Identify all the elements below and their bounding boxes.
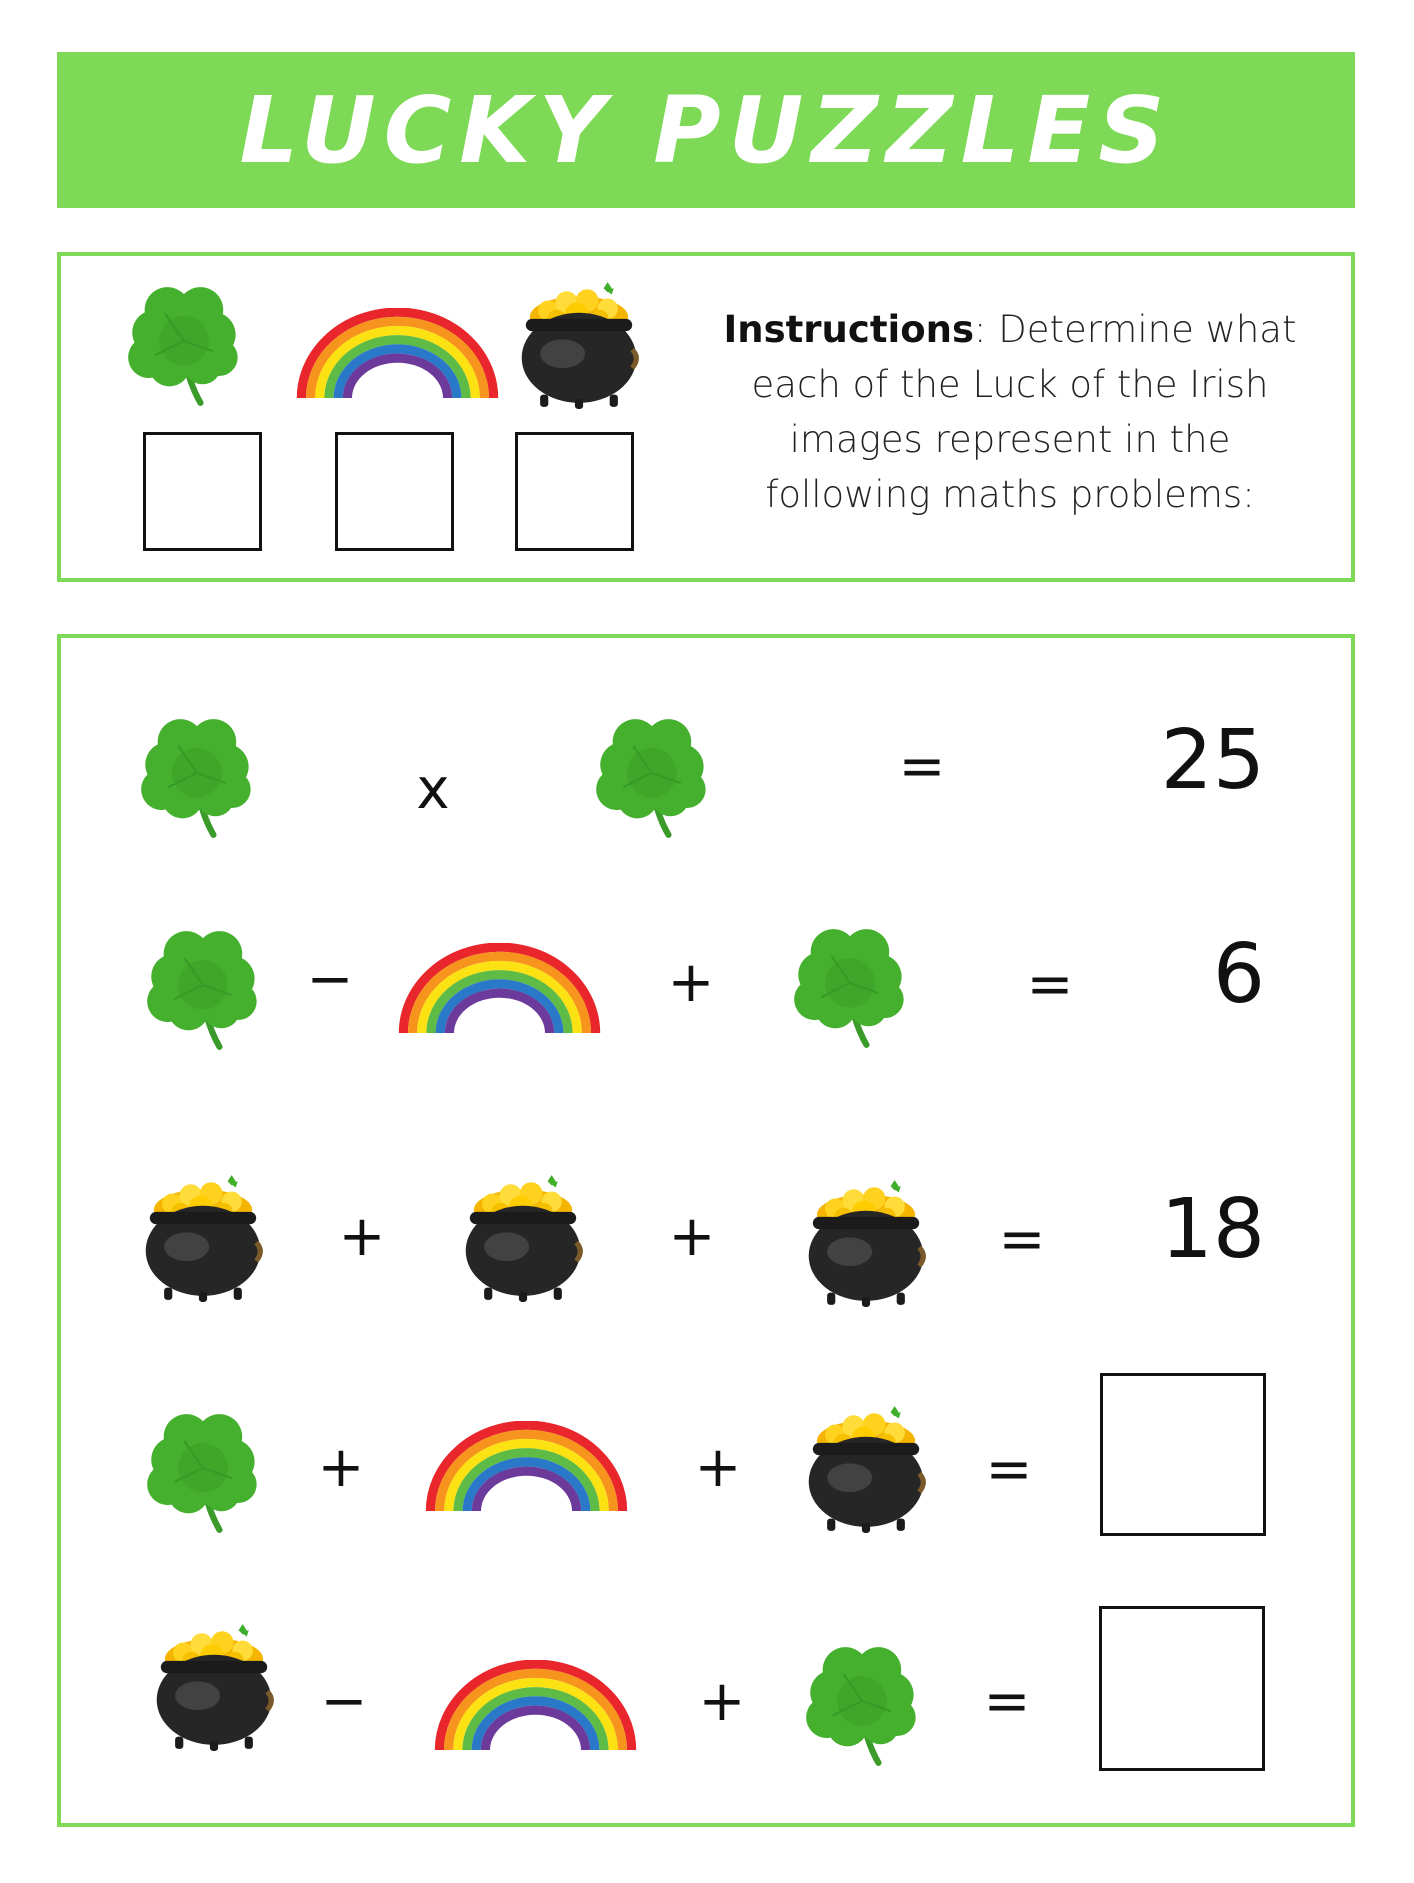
pot-of-gold-icon	[139, 1171, 267, 1304]
pot-of-gold-icon	[459, 1171, 587, 1304]
result-answer-box[interactable]	[1099, 1606, 1265, 1771]
instructions	[720, 302, 1300, 522]
shamrock-icon	[124, 283, 248, 407]
result-answer-box[interactable]	[1100, 1373, 1266, 1536]
shamrock-icon	[592, 715, 716, 839]
plus-sign: +	[698, 1669, 746, 1734]
equals-sign: =	[1026, 952, 1074, 1017]
shamrock-icon	[137, 715, 261, 839]
equals-sign: =	[898, 734, 946, 799]
minus-sign: −	[306, 947, 354, 1012]
shamrock-icon	[143, 1410, 267, 1534]
rainbow-icon	[397, 943, 602, 1035]
result-value: 25	[1160, 713, 1265, 808]
pot-of-gold-icon	[802, 1402, 930, 1535]
plus-sign: +	[317, 1435, 365, 1500]
plus-sign: +	[694, 1435, 742, 1500]
shamrock-answer-box[interactable]	[143, 432, 262, 551]
pot-of-gold-icon	[150, 1620, 278, 1753]
rainbow-answer-box[interactable]	[335, 432, 454, 551]
pot-of-gold-icon	[802, 1176, 930, 1309]
shamrock-icon	[143, 927, 267, 1051]
equals-sign: =	[983, 1669, 1031, 1734]
result-value: 18	[1160, 1182, 1265, 1277]
multiply-sign: x	[416, 757, 450, 822]
minus-sign: −	[320, 1669, 368, 1734]
pot-of-gold-icon	[515, 278, 643, 411]
plus-sign: +	[338, 1204, 386, 1269]
rainbow-icon	[424, 1421, 629, 1513]
plus-sign: +	[668, 1204, 716, 1269]
page-title: LUCKY PUZZLES	[239, 76, 1173, 184]
rainbow-icon	[433, 1660, 638, 1752]
shamrock-icon	[790, 925, 914, 1049]
instructions-label: Instructions	[723, 308, 974, 351]
result-value: 6	[1212, 927, 1265, 1022]
instructions-text: : Determine what each of the Luck of the Irish images represent in the following maths problems:	[751, 308, 1297, 516]
equals-sign: =	[985, 1437, 1033, 1502]
rainbow-icon	[295, 308, 500, 400]
title-banner	[57, 52, 1355, 208]
pot-answer-box[interactable]	[515, 432, 634, 551]
plus-sign: +	[667, 950, 715, 1015]
equals-sign: =	[998, 1207, 1046, 1272]
shamrock-icon	[802, 1643, 926, 1767]
